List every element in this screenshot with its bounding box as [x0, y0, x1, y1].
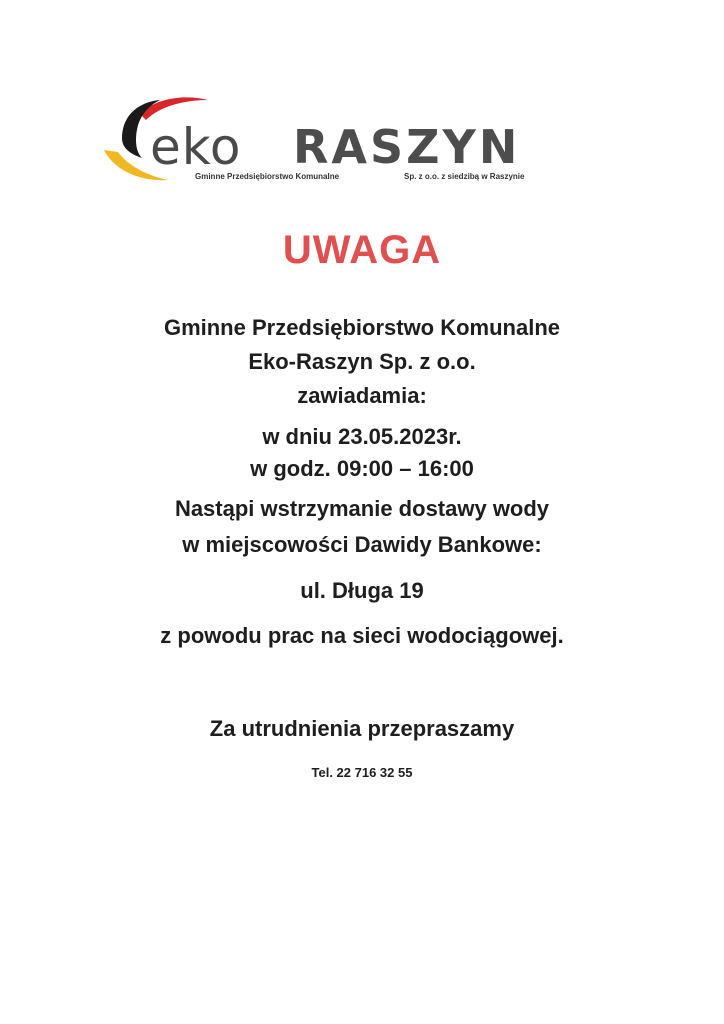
notice-line-company: Gminne Przedsiębiorstwo Komunalne [163, 315, 561, 340]
notice-title: UWAGA [282, 228, 442, 272]
eko-raszyn-logo [100, 92, 590, 192]
phone-number: Tel. 22 716 32 55 [311, 765, 413, 780]
notice-line-company-name: Eko-Raszyn Sp. z o.o. [248, 349, 476, 374]
logo-subtitle-left: Gminne Przedsiębiorstwo Komunalne [195, 172, 340, 181]
logo-raszyn-text: RASZYN [293, 120, 521, 174]
notice-line-street: ul. Długa 19 [300, 578, 424, 603]
notice-line-announces: zawiadamia: [297, 383, 427, 408]
notice-line-locality: w miejscowości Dawidy Bankowe: [182, 532, 542, 557]
notice-line-hours: w godz. 09:00 – 16:00 [250, 456, 474, 481]
notice-line-interruption: Nastąpi wstrzymanie dostawy wody [174, 496, 550, 521]
logo-subtitle-right: Sp. z o.o. z siedzibą w Raszynie [404, 172, 525, 181]
logo-eko-text: eko [150, 118, 242, 176]
notice-line-date: w dniu 23.05.2023r. [262, 424, 462, 449]
notice-line-apology: Za utrudnienia przepraszamy [209, 716, 515, 741]
notice-line-reason: z powodu prac na sieci wodociągowej. [160, 623, 564, 648]
